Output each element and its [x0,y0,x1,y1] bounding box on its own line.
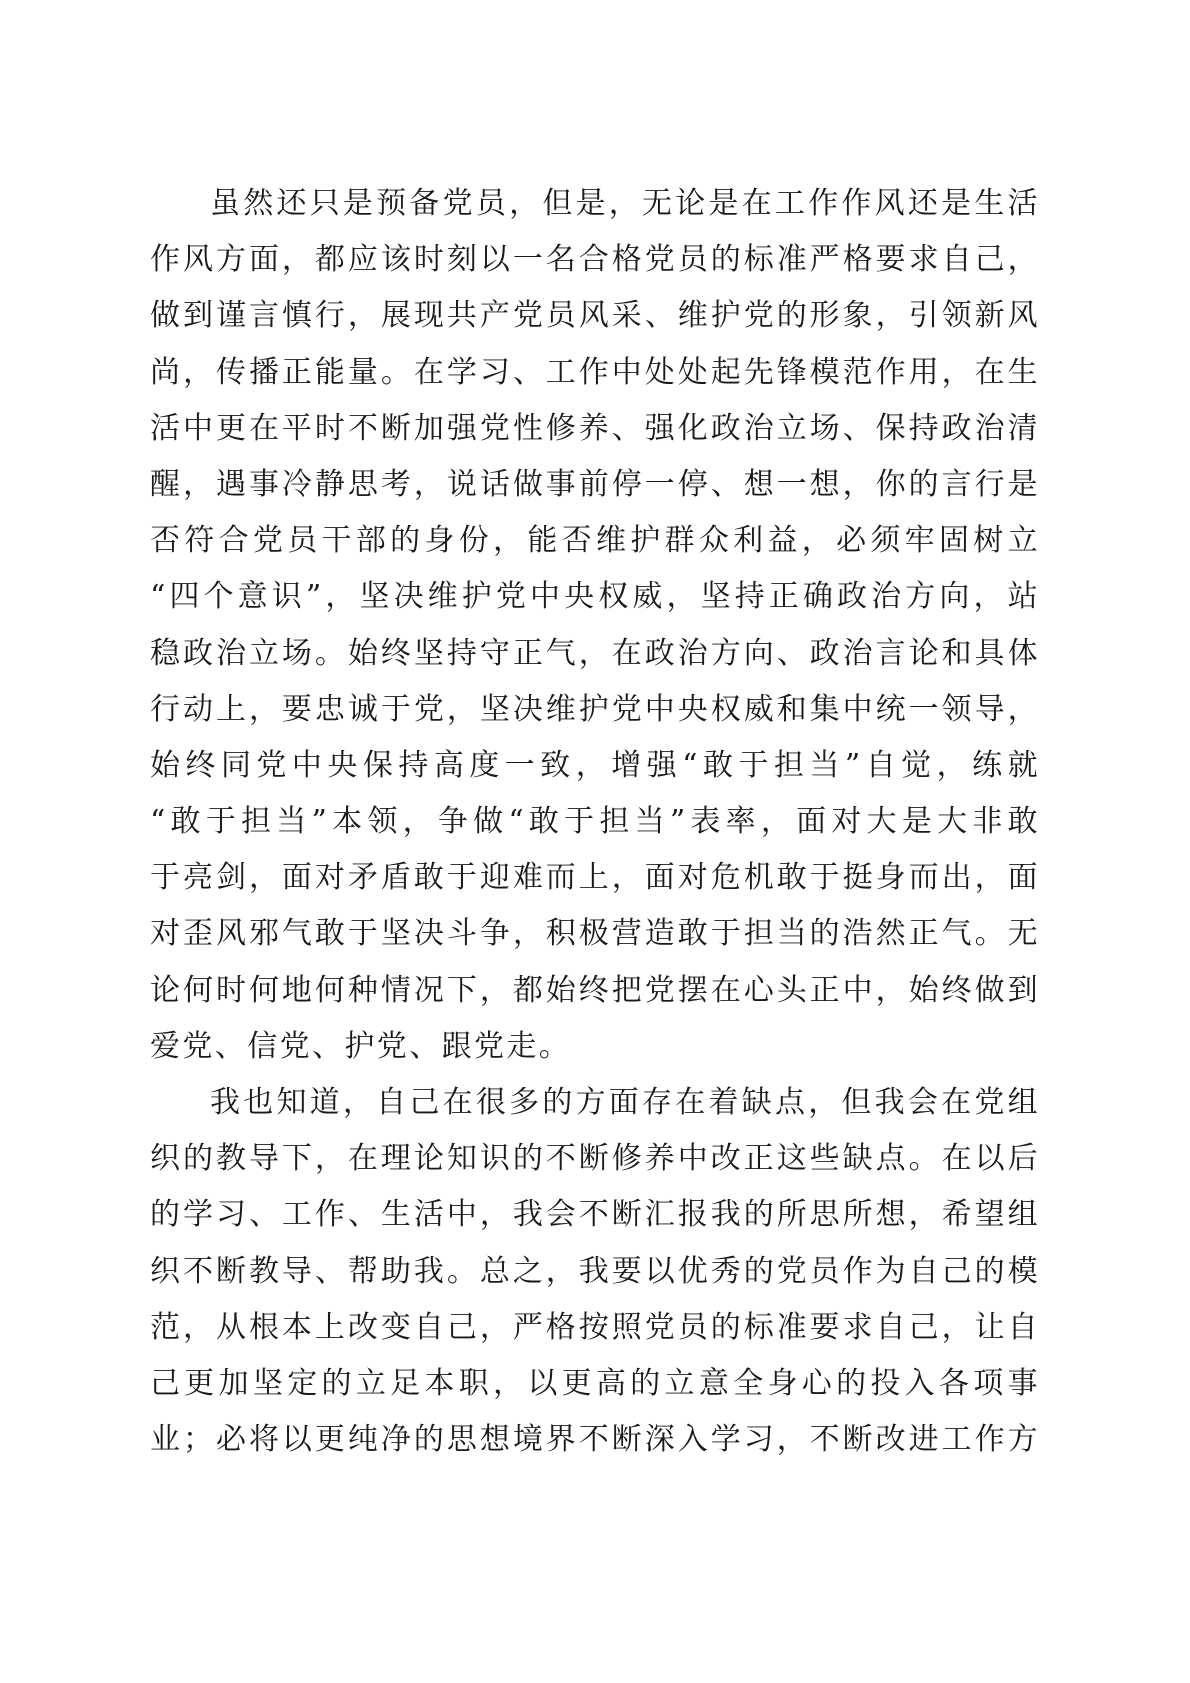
paragraph-1-line-3: 做到谨言慎行，展现共产党员风采、维护党的形象，引领新风 [150,298,1040,334]
paragraph-2-line-1: 我也知道，自己在很多的方面存在着缺点，但我会在党组 [210,1085,1040,1120]
paragraph-2-line-6: 己更加坚定的立足本职，以更高的立意全身心的投入各项事 [150,1365,1040,1401]
paragraph-1-line-16: 爱党、信党、护党、跟党走。 [150,1028,572,1064]
paragraph-1-line-1: 虽然还只是预备党员，但是，无论是在工作作风还是生活 [210,186,1040,221]
paragraph-1-line-10: 行动上，要忠诚于党，坚决维护党中央权威和集中统一领导， [150,691,1040,727]
paragraph-1-line-6: 醒，遇事冷静思考，说话做事前停一停、想一想，你的言行是 [150,466,1040,502]
paragraph-1-line-11: 始终同党中央保持高度一致，增强“敢于担当”自觉，练就 [150,747,1040,783]
paragraph-1-line-13: 于亮剑，面对矛盾敢于迎难而上，面对危机敢于挺身而出，面 [150,860,1040,896]
paragraph-1-line-4: 尚，传播正能量。在学习、工作中处处起先锋模范作用，在生 [150,354,1040,390]
paragraph-1-line-5: 活中更在平时不断加强党性修养、强化政治立场、保持政治清 [150,410,1040,446]
paragraph-2-line-3: 的学习、工作、生活中，我会不断汇报我的所思所想，希望组 [150,1197,1040,1233]
paragraph-1-line-7: 否符合党员干部的身份，能否维护群众利益，必须牢固树立 [150,523,1040,559]
paragraph-1-line-15: 论何时何地何种情况下，都始终把党摆在心头正中，始终做到 [150,972,1040,1008]
paragraph-1-line-12: “敢于担当”本领，争做“敢于担当”表率，面对大是大非敢 [150,804,1040,840]
paragraph-1-line-14: 对歪风邪气敢于坚决斗争，积极营造敢于担当的浩然正气。无 [150,916,1040,952]
paragraph-1-line-2: 作风方面，都应该时刻以一名合格党员的标准严格要求自己， [150,242,1040,278]
body-text [150,176,1040,1468]
paragraph-2-line-4: 织不断教导、帮助我。总之，我要以优秀的党员作为自己的模 [150,1253,1040,1289]
paragraph-2-line-7: 业；必将以更纯净的思想境界不断深入学习，不断改进工作方 [150,1422,1040,1458]
paragraph-2-line-5: 范，从根本上改变自己，严格按照党员的标准要求自己，让自 [150,1309,1040,1345]
paragraph-1-line-8: “四个意识”，坚决维护党中央权威，坚持正确政治方向，站 [150,579,1040,615]
paragraph-1-line-9: 稳政治立场。始终坚持守正气，在政治方向、政治言论和具体 [150,635,1040,671]
paragraph-2-line-2: 织的教导下，在理论知识的不断修养中改正这些缺点。在以后 [150,1141,1040,1177]
